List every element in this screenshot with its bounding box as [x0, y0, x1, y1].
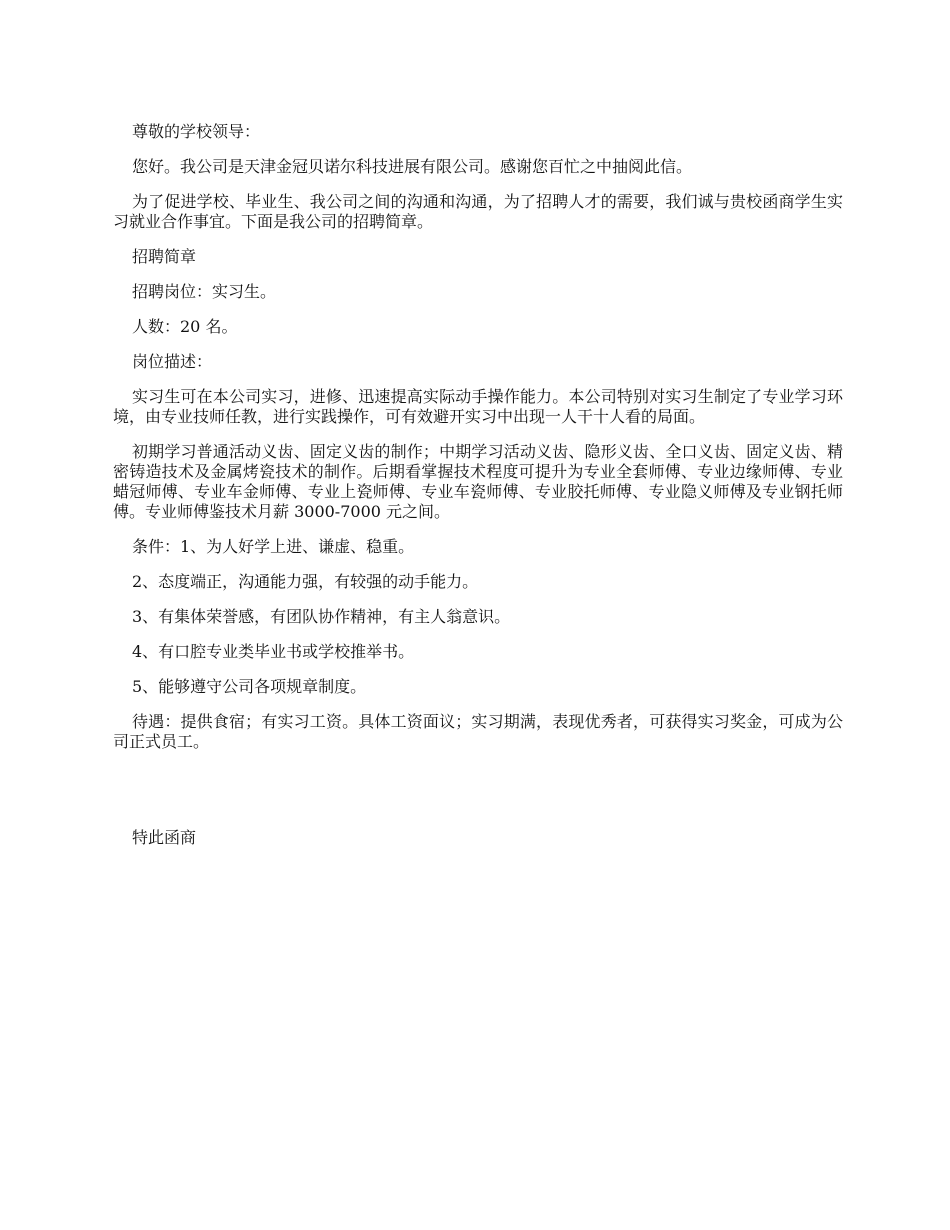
benefits-paragraph: 待遇：提供食宿；有实习工资。具体工资面议；实习期满，表现优秀者，可获得实习奖金，可成为公司正式员工。 [113, 712, 843, 751]
description-label: 岗位描述： [132, 352, 213, 371]
position-line: 招聘岗位：实习生。 [132, 282, 277, 301]
description-paragraph-2: 初期学习普通活动义齿、固定义齿的制作；中期学习活动义齿、隐形义齿、全口义齿、固定义齿、精密铸造技术及金属烤瓷技术的制作。后期看掌握技术程度可提升为专业全套师傅、专业边缘师傅、专业蜡冠师傅、专业车金师傅、专业上瓷师傅、专业车瓷师傅、专业胶托师傅、专业隐义师傅及专业钢托师傅。专业师傅鉴技术月薪 3000-7000 元之间。 [113, 442, 843, 521]
closing-line: 特此函商 [132, 828, 197, 847]
intro-paragraph: 为了促进学校、毕业生、我公司之间的沟通和沟通，为了招聘人才的需要，我们诚与贵校函商学生实习就业合作事宜。下面是我公司的招聘简章。 [113, 192, 843, 231]
letter-body [113, 122, 843, 863]
condition-item: 2、态度端正，沟通能力强，有较强的动手能力。 [132, 572, 479, 591]
section-heading: 招聘简章 [132, 247, 197, 266]
condition-item: 5、能够遵守公司各项规章制度。 [132, 677, 367, 696]
condition-item: 条件：1、为人好学上进、谦虚、稳重。 [132, 537, 415, 556]
condition-item: 3、有集体荣誉感，有团队协作精神，有主人翁意识。 [132, 607, 511, 626]
description-paragraph-1: 实习生可在本公司实习，进修、迅速提高实际动手操作能力。本公司特别对实习生制定了专业学习环境，由专业技师任教，进行实践操作，可有效避开实习中出现一人干十人看的局面。 [113, 387, 843, 426]
greeting-paragraph: 您好。我公司是天津金冠贝诺尔科技进展有限公司。感谢您百忙之中抽阅此信。 [132, 157, 693, 176]
headcount-line: 人数：20 名。 [132, 317, 238, 336]
salutation: 尊敬的学校领导： [132, 122, 261, 141]
condition-item: 4、有口腔专业类毕业书或学校推举书。 [132, 642, 415, 661]
